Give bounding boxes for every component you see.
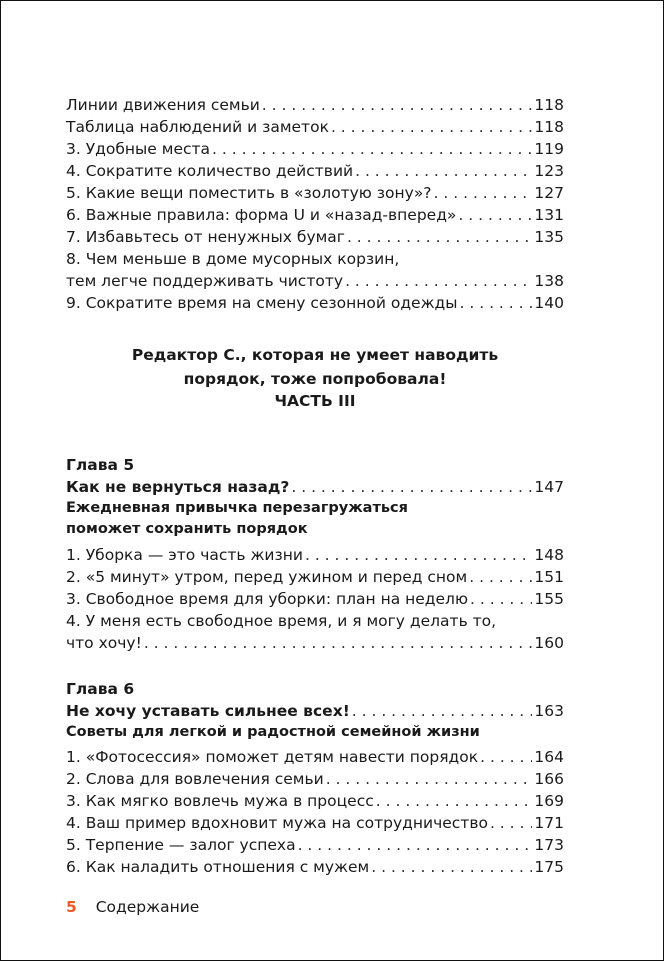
toc-entry-title: 3. Как мягко вовлечь мужа в процесс: [66, 792, 374, 810]
toc-entry-page: 166: [534, 770, 564, 788]
toc-entry[interactable]: [66, 812, 564, 834]
toc-entry-page: 160: [534, 634, 564, 652]
toc-entry[interactable]: [66, 856, 564, 878]
leader-dots: [262, 94, 533, 116]
toc-entry-title: 3. Свободное время для уборки: план на неделю: [66, 590, 469, 608]
toc-entry-page: 175: [534, 858, 564, 876]
toc-entry-title: Таблица наблюдений и заметок: [66, 118, 329, 136]
part-heading-line2: порядок, тоже попробовала!: [183, 370, 447, 388]
toc-entry[interactable]: [66, 632, 564, 654]
chapter-subtitle: Советы для легкой и радостной семейной жизни: [66, 724, 480, 740]
chapter-label: Глава 6: [66, 680, 135, 698]
toc-entry-title: 2. Слова для вовлечения семьи: [66, 770, 324, 788]
toc-entry-title: 2. «5 минут» утром, перед ужином и перед сном: [66, 568, 468, 586]
toc-entry-title: 6. Важные правила: форма U и «назад-вперед»: [66, 206, 457, 224]
chapter-title-entry[interactable]: [66, 476, 564, 498]
toc-entry-title: что хочу!: [66, 634, 142, 652]
toc-entry[interactable]: [66, 182, 564, 204]
page-number: 5: [66, 898, 77, 916]
toc-entry-title: тем легче поддерживать чистоту: [66, 272, 344, 290]
toc-entry-page: 119: [534, 140, 564, 158]
leader-dots: [460, 292, 533, 314]
leader-dots: [469, 566, 532, 588]
toc-entry-page: 118: [534, 118, 564, 136]
chapter-page: 147: [534, 478, 564, 496]
toc-entry[interactable]: [66, 768, 564, 790]
toc-entry-page: 138: [534, 272, 564, 290]
leader-dots: [326, 768, 533, 790]
toc-entry[interactable]: [66, 292, 564, 314]
toc-entry-page: 135: [534, 228, 564, 246]
toc-entry-title: 1. Уборка — это часть жизни: [66, 546, 303, 564]
leader-dots: [144, 632, 533, 654]
leader-dots: [434, 182, 533, 204]
leader-dots: [371, 856, 532, 878]
chapter-subtitle-line1: Ежедневная привычка перезагружаться: [66, 500, 408, 516]
leader-dots: [291, 476, 532, 498]
toc-entry[interactable]: [66, 138, 564, 160]
toc-entry-title: Линии движения семьи: [66, 96, 260, 114]
toc-entry[interactable]: [66, 204, 564, 226]
part-heading-line1: Редактор С., которая не умеет наводить: [131, 346, 499, 364]
toc-entry-page: 171: [534, 814, 564, 832]
toc-entry-page: 127: [534, 184, 564, 202]
toc-entry-page: 118: [534, 96, 564, 114]
leader-dots: [345, 270, 532, 292]
toc-entry-page: 148: [534, 546, 564, 564]
toc-entry-title: 9. Сократите время на смену сезонной одежды: [66, 294, 458, 312]
toc-entry[interactable]: [66, 116, 564, 138]
leader-dots: [331, 116, 532, 138]
toc-entry-title: 5. Какие вещи поместить в «золотую зону»?: [66, 184, 432, 202]
toc-entry[interactable]: [66, 790, 564, 812]
chapter-subtitle-line2: поможет сохранить порядок: [66, 521, 308, 537]
toc-entry-title-line1: 8. Чем меньше в доме мусорных корзин,: [66, 250, 400, 268]
leader-dots: [305, 544, 532, 566]
toc-entry-title: 5. Терпение — залог успеха: [66, 836, 296, 854]
toc-entry-page: 151: [534, 568, 564, 586]
leader-dots: [347, 226, 532, 248]
toc-entry-page: 155: [534, 590, 564, 608]
toc-entry[interactable]: [66, 566, 564, 588]
toc-entry-page: 169: [534, 792, 564, 810]
toc-entry-title: 4. Сократите количество действий: [66, 162, 354, 180]
chapter-title: Не хочу уставать сильнее всех!: [66, 702, 350, 720]
chapter-label: Глава 5: [66, 456, 135, 474]
toc-entry[interactable]: [66, 226, 564, 248]
chapter-page: 163: [534, 702, 564, 720]
leader-dots: [490, 812, 532, 834]
toc-entry-title: 4. Ваш пример вдохновит мужа на сотрудничество: [66, 814, 488, 832]
toc-entry-title: 1. «Фотосессия» поможет детям навести порядок: [66, 748, 479, 766]
toc-entry-title-line1: 4. У меня есть свободное время, и я могу делать то,: [66, 612, 497, 630]
part-heading-label: ЧАСТЬ III: [274, 392, 356, 410]
toc-entry-page: 131: [534, 206, 564, 224]
toc-entry[interactable]: [66, 270, 564, 292]
toc-entry-page: 123: [534, 162, 564, 180]
leader-dots: [298, 834, 533, 856]
toc-entry[interactable]: [66, 588, 564, 610]
toc-entry-page: 140: [534, 294, 564, 312]
toc-entry[interactable]: [66, 160, 564, 182]
toc-entry[interactable]: [66, 746, 564, 768]
toc-entry-page: 164: [534, 748, 564, 766]
leader-dots: [480, 746, 532, 768]
toc-entry[interactable]: [66, 94, 564, 116]
leader-dots: [355, 160, 532, 182]
running-header-section: Содержание: [95, 898, 200, 916]
leader-dots: [352, 700, 533, 722]
leader-dots: [212, 138, 532, 160]
chapter-title-entry[interactable]: [66, 700, 564, 722]
leader-dots: [458, 204, 532, 226]
chapter-title: Как не вернуться назад?: [66, 478, 290, 496]
toc-entry-page: 173: [534, 836, 564, 854]
page-footer: [66, 896, 199, 918]
toc-entry-title: 7. Избавьтесь от ненужных бумаг: [66, 228, 345, 246]
leader-dots: [376, 790, 533, 812]
toc-entry[interactable]: [66, 544, 564, 566]
toc-entry[interactable]: [66, 834, 564, 856]
toc-entry-title: 6. Как наладить отношения с мужем: [66, 858, 370, 876]
toc-entry-title: 3. Удобные места: [66, 140, 211, 158]
leader-dots: [470, 588, 532, 610]
